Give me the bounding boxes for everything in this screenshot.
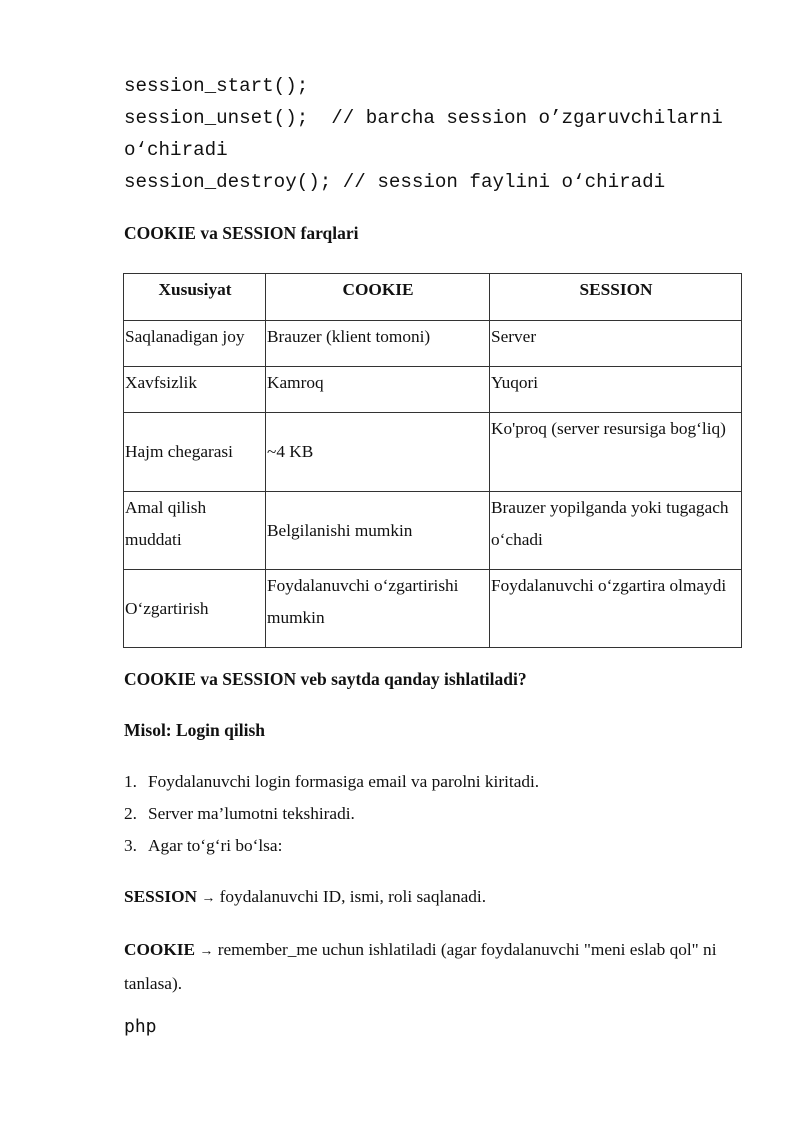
session-note-text: foydalanuvchi ID, ismi, roli saqlanadi. bbox=[215, 887, 487, 906]
table-cell: Foydalanuvchi o‘zgartira olmaydi bbox=[490, 570, 742, 648]
list-number: 1. bbox=[124, 772, 137, 791]
table-row bbox=[124, 367, 742, 413]
table-row bbox=[124, 321, 742, 367]
code-line: o‘chiradi bbox=[124, 139, 228, 161]
list-text: Foydalanuvchi login formasiga email va parolni kiritadi. bbox=[148, 772, 540, 791]
table-header-cell: COOKIE bbox=[266, 274, 490, 321]
table-cell: Kamroq bbox=[266, 367, 490, 413]
session-note bbox=[124, 881, 486, 915]
table-cell: Amal qilish muddati bbox=[124, 492, 266, 570]
table-cell: Brauzer yopilganda yoki tugagach o‘chadi bbox=[490, 492, 742, 570]
list-text: Agar to‘g‘ri bo‘lsa: bbox=[148, 836, 283, 855]
code-line: session_start(); bbox=[124, 75, 309, 97]
arrow-icon: → bbox=[199, 944, 214, 959]
session-label: SESSION bbox=[124, 887, 198, 906]
cookie-note-text: remember_me uchun ishlatiladi (agar foydalanuvchi "meni eslab qol" ni tanlasa). bbox=[124, 940, 717, 993]
cookie-label: COOKIE bbox=[124, 940, 196, 959]
table-cell: O‘zgartirish bbox=[124, 570, 266, 648]
table-cell: Xavfsizlik bbox=[124, 367, 266, 413]
list-number: 3. bbox=[124, 836, 137, 855]
table-cell: Hajm chegarasi bbox=[124, 413, 266, 492]
table-row bbox=[124, 570, 742, 648]
table-cell: Ko'proq (server resursiga bog‘liq) bbox=[490, 413, 742, 492]
table-cell: Yuqori bbox=[490, 367, 742, 413]
table-cell: Brauzer (klient tomoni) bbox=[266, 321, 490, 367]
table-cell: Foydalanuvchi o‘zgartirishi mumkin bbox=[266, 570, 490, 648]
comparison-table bbox=[123, 273, 742, 648]
table-header-row bbox=[124, 274, 742, 321]
code-line: session_destroy(); // session faylini o‘chiradi bbox=[124, 171, 666, 193]
arrow-icon: → bbox=[201, 891, 216, 906]
section-heading-usage: COOKIE va SESSION veb saytda qanday ishlatiladi? bbox=[124, 669, 527, 689]
table-header-cell: SESSION bbox=[490, 274, 742, 321]
table-cell: Server bbox=[490, 321, 742, 367]
table-cell: Saqlanadigan joy bbox=[124, 321, 266, 367]
list-item bbox=[124, 833, 282, 859]
table-cell: ~4 KB bbox=[266, 413, 490, 492]
list-item bbox=[124, 769, 539, 795]
section-heading-example: Misol: Login qilish bbox=[124, 720, 266, 740]
code-line: session_unset(); // barcha session o’zgaruvchilarni bbox=[124, 107, 723, 129]
list-item bbox=[124, 801, 355, 827]
table-row bbox=[124, 492, 742, 570]
table-cell: Belgilanishi mumkin bbox=[266, 492, 490, 570]
list-text: Server ma’lumotni tekshiradi. bbox=[148, 804, 355, 823]
list-number: 2. bbox=[124, 804, 137, 823]
code-language-label: php bbox=[124, 1016, 157, 1037]
table-header-cell: Xususiyat bbox=[124, 274, 266, 321]
table-row bbox=[124, 413, 742, 492]
cookie-note bbox=[124, 934, 749, 1000]
section-heading-differences: COOKIE va SESSION farqlari bbox=[124, 223, 359, 243]
